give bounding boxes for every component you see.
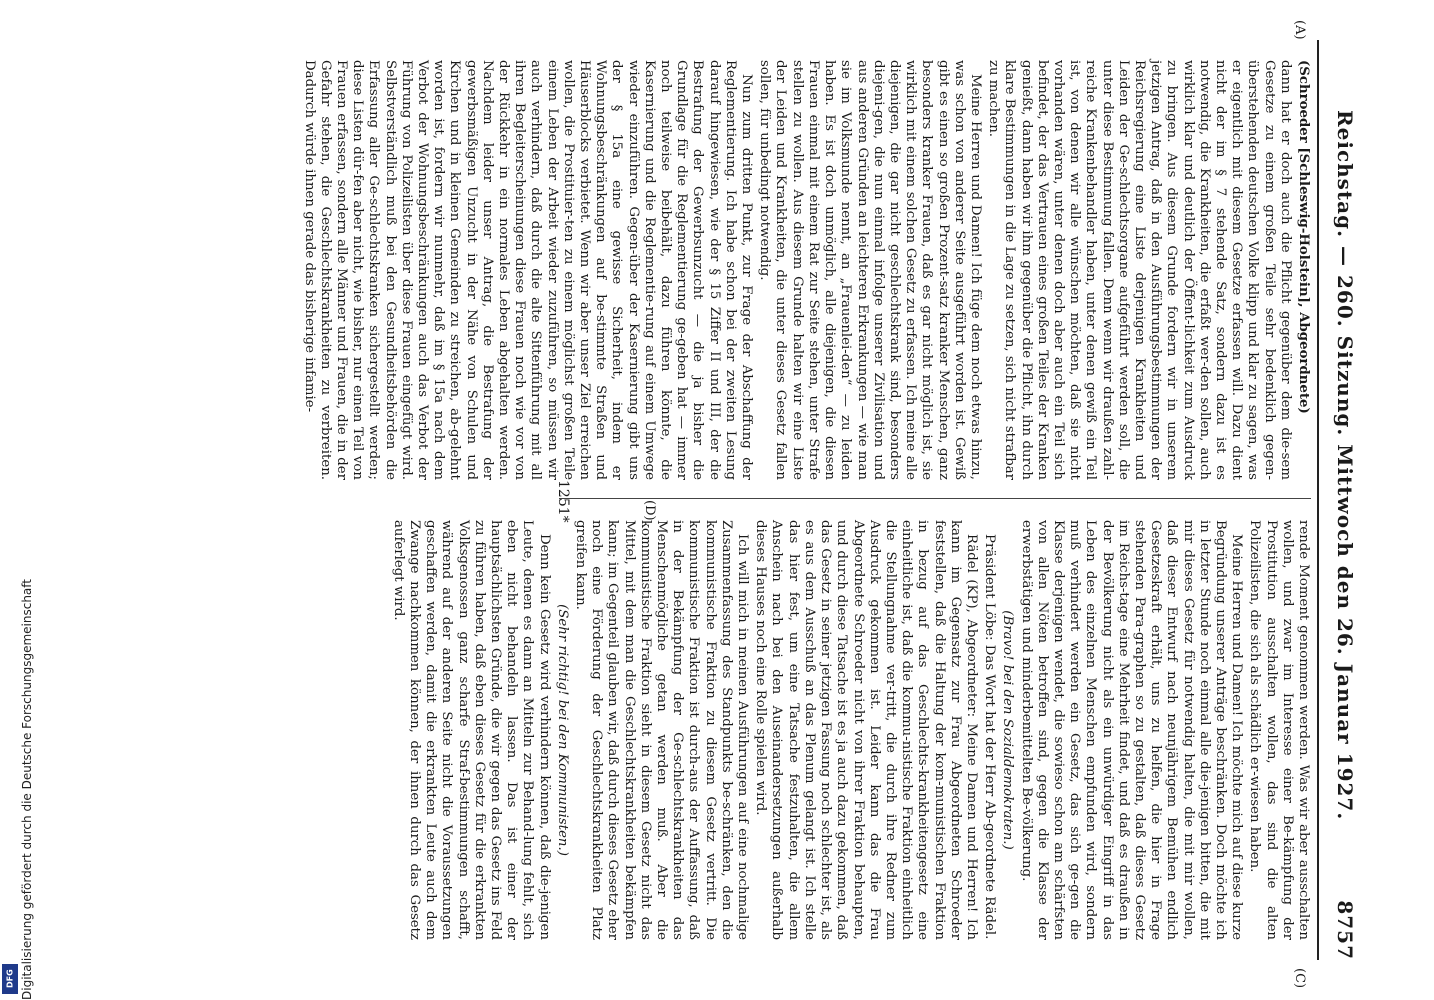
- rotated-page-content: [37, 0, 1367, 1000]
- paragraph: Meine Herren und Damen! Ich füge dem noch etwas hinzu, was schon von anderer Seite ausgeführt worden ist. Gewiß gibt es einen so großen Prozent-satz kranker Menschen, ganz besonders kranker Frauen, daß es gar nicht möglich ist, sie wirklich mit einem solchen Gesetz zu erfassen. Ich meine alle diejenigen, die gar nicht geschlechtskrank sind, besonders diejeni-gen, die nun einmal infolge unserer Zivilisation und aus anderen Gründen an leichteren Erkrankungen — wie man sie im Volksmunde nennt, an „Frauenlei-den“ — zu leiden haben. Es ist doch unmöglich, alle diejenigen, die diesen Frauen einmal mit einem Rat zur Seite stehen, unter Strafe stellen zu wollen. Aus diesem Grunde halten wir eine Liste der Leiden und Krankheiten, die unter dieses Gesetz fallen sollen, für unbedingt notwendig.: [757, 60, 983, 480]
- credit-text: Digitalisierung gefördert durch die Deutsche Forschungsgemeinschaft: [20, 578, 34, 1000]
- paragraph: Nun zum dritten Punkt, zur Frage der Abschaffung der Reglementierung. Ich habe schon bei der zweiten Lesung darauf hingewiesen, wie der § 15 Ziffer II und III, der die Bestrafung der Gewerbsunzucht — die ja bisher die Grundlage für die Reglementierung ge-geben hat — immer noch teilweise beibehält, dazu führen könnte, die Kasernierung und die Reglementie-rung auf einem Umwege wieder einzuführen. Gegen-über der Kasernierung gibt uns der § 15a eine gewisse Sicherheit, indem er Wohnungsbeschränkungen auf be-stimmte Straßen und Häuserblocks verbietet. Wenn wir aber unser Ziel erreichen wollen, die Prostituier-ten zu einem möglichst großen Teile einem Leben der Arbeit wieder zuzuführen, so müssen wir auch verhindern, daß durch die alte Sittenführung mit all ihren Begleiterscheinungen diese Frauen noch wie vor von der Rückkehr in ein normales Leben abgehalten werden. Nachdem leider unser Antrag, die Bestrafung der gewerbsmäßigen Unzucht in der Nähe von Schulen und Kirchen und in kleinen Gemeinden zu streichen, ab-gelehnt worden ist, fordern wir nunmehr, daß im § 15a nach dem Verbot der Wohnungsbeschränkungen auch das Verbot der Führung von Polizeilisten über diese Frauen eingefügt wird. Selbstverständlich muß bei den Gesundheitsbehörden die Erfassung aller Ge-schlechtskranken sichergestellt werden; diese Listen dür-fen aber nicht, wie bisher, nur einen Teil von Frauen erfassen, sondern alle Männer und Frauen, die in der Gefahr stehen, die Geschlechtskrankheiten zu verbreiten. Dadurch würde ihnen gerade das bisherige infamie-: [301, 60, 755, 480]
- paragraph: dann hat er doch auch die Pflicht gegenüber dem die-sem Gesetze zu einem großen Teile sehr bedenklich gegen-überstehenden deutschen Volke klipp und klar zu sagen, was er eigentlich mit diesem Gesetze erfassen will. Dazu dient nicht der im § 7 stehende Satz, sondern dazu ist es notwendig, die Krankheiten, die erfaßt wer-den sollen, auch wirklich klar und deutlich der Öffent-lichkeit zum Ausdruck zu bringen. Aus diesem Grunde fordern wir in unserem jetzigen Antrag, daß in den Ausführungsbestimmungen der Reichsregierung eine Liste derjenigen Krankheiten und Leiden der Ge-schlechtsorgane aufgeführt werden soll, die unter diese Bestimmung fallen. Denn wenn wir draußen zahl-reiche Krankenbehandler haben, unter denen gewiß ein Teil ist, von denen wir alle wünschen möchten, daß sie nicht vorhanden wären, unter denen doch aber auch ein Teil sich befindet, der das Vertrauen eines großen Teiles der Kranken genießt, dann haben wir ihm gegenüber die Pflicht, ihn durch klare Bestimmungen in die Lage zu setzen, sich nicht strafbar zu machen.: [986, 60, 1293, 480]
- interjection: (Sehr richtig! bei den Kommunisten.): [554, 604, 570, 856]
- speaker-attribution: (Schroeder [Schleswig-Holstein], Abgeordnete): [1296, 60, 1311, 414]
- column-divider: [559, 498, 1311, 499]
- header-title: Reichstag. — 260. Sitzung. Mittwoch den 26. Januar 1927.: [1333, 110, 1357, 821]
- margin-letter-c: (C): [1292, 968, 1307, 989]
- header-rule: [1317, 40, 1319, 960]
- paragraph: rende Moment genommen werden. Was wir aber ausschalten wollen, und zwar im Interesse einer Be-kämpfung der Prostitution ausschalten wollen, das sind die alten Polizeilisten, die sich als schädlich er-wiesen haben.: [1247, 520, 1311, 940]
- dfg-logo-icon: DFG: [2, 964, 18, 994]
- paragraph: Meine Herren und Damen! Ich möchte mich auf diese kurze Begründung unserer Anträge beschränken. Doch möchte ich in letzter Stunde noch einmal alle die-jenigen bitten, die mit mir dieses Gesetz für notwendig halten, die mit mir wollen, daß dieser Entwurf nach neunjährigem Bemühen endlich Gesetzeskraft erhält, uns zu helfen, die hier in Frage stehenden Para-graphen so zu gestalten, daß dieses Gesetz im Reichs-tage eine Mehrheit findet, und daß es draußen in der Bevölkerung nicht als ein unwürdiger Eingriff in das Leben des einzelnen Menschen empfunden wird, sondern muß verhindert werden ein Gesetz, das sich ge-gen die Klasse derjenigen wendet, die sowieso schon am schärfsten von allen Nöten betroffen sind, gegen die Klasse der erwerbstätigen und minderbemittelten Be-völkerung.: [1018, 520, 1245, 940]
- left-column: [298, 60, 1311, 480]
- paragraph: Ich will mich in meinen Ausführungen auf eine nochmalige Zusammenfassung des Standpunkts be-schränken, den die kommunistische Fraktion zu diesem Gesetz vertritt. Die kommunistische Fraktion ist durch-aus der Auffassung, daß in der Bekämpfung der Ge-schlechtskrankheiten das Menschenmögliche getan werden muß. Aber die kommunistische Fraktion sieht in diesem Gesetz nicht das Mittel, mit dem man die Geschlechtskrankheiten bekämpfen kann; im Gegenteil glauben wir, daß durch dieses Gesetz eher noch eine Förderung der Geschlechtskrankheiten Platz greifen kann.: [573, 520, 751, 940]
- margin-letter-a: (A): [1292, 20, 1307, 40]
- president-remark: Präsident Löbe: Das Wort hat der Herr Ab-geordnete Rädel.: [982, 534, 998, 940]
- digitization-credit: [0, 0, 34, 1000]
- header-page-number: 8757: [1333, 900, 1357, 960]
- paragraph: Denn kein Gesetz wird verhindern können, daß die-jenigen Leute, denen es dann an Mitteln zur Behand-lung fehlt, sich eben nicht behandeln lassen. Das ist einer der hauptsächlichsten Gründe, die wir gegen das Gesetz ins Feld zu führen haben, daß eben dieses Gesetz für die erkrankten Volksgenossen ganz scharfe Straf-bestimmungen schafft, während auf der anderen Seite nicht die Voraussetzungen geschaffen werden, damit die erkrankten Leute auch dem Zwange nachkommen können, der ihnen durch das Gesetz auferlegt wird.: [390, 520, 552, 940]
- page-header: [1321, 40, 1357, 960]
- margin-letter-d: (D): [642, 500, 657, 521]
- paragraph: Rädel (KP), Abgeordneter: Meine Damen und Herren! Ich kann im Gegensatz zur Frau Abgeordneten Schroeder feststellen, daß die Haltung der kom-munistischen Fraktion in bezug auf das Geschlechts-krankheitengesetz eine einheitliche ist, daß die kommu-nistische Fraktion einheitlich die Stellungnahme ver-tritt, die durch ihre Redner zum Ausdruck gekommen ist. Leider kann das die Frau Abgeordnete Schroeder nicht von ihrer Fraktion behaupten, und durch diese Tatsache ist es ja auch dazu gekommen, daß das Gesetz in seiner jetzigen Fassung noch schlechter ist, als es aus dem Ausschuß an das Plenum gelangt ist. Ich stelle das hier fest, um eine Tatsache festzuhalten, die allem Anschein nach bei den Auseinandersetzungen außerhalb dieses Hauses noch eine Rolle spielen wird.: [753, 520, 979, 940]
- right-column: [388, 520, 1311, 940]
- interjection: (Bravo! bei den Sozialdemokraten.): [1000, 610, 1016, 850]
- sheet-number: 1251*: [555, 480, 571, 523]
